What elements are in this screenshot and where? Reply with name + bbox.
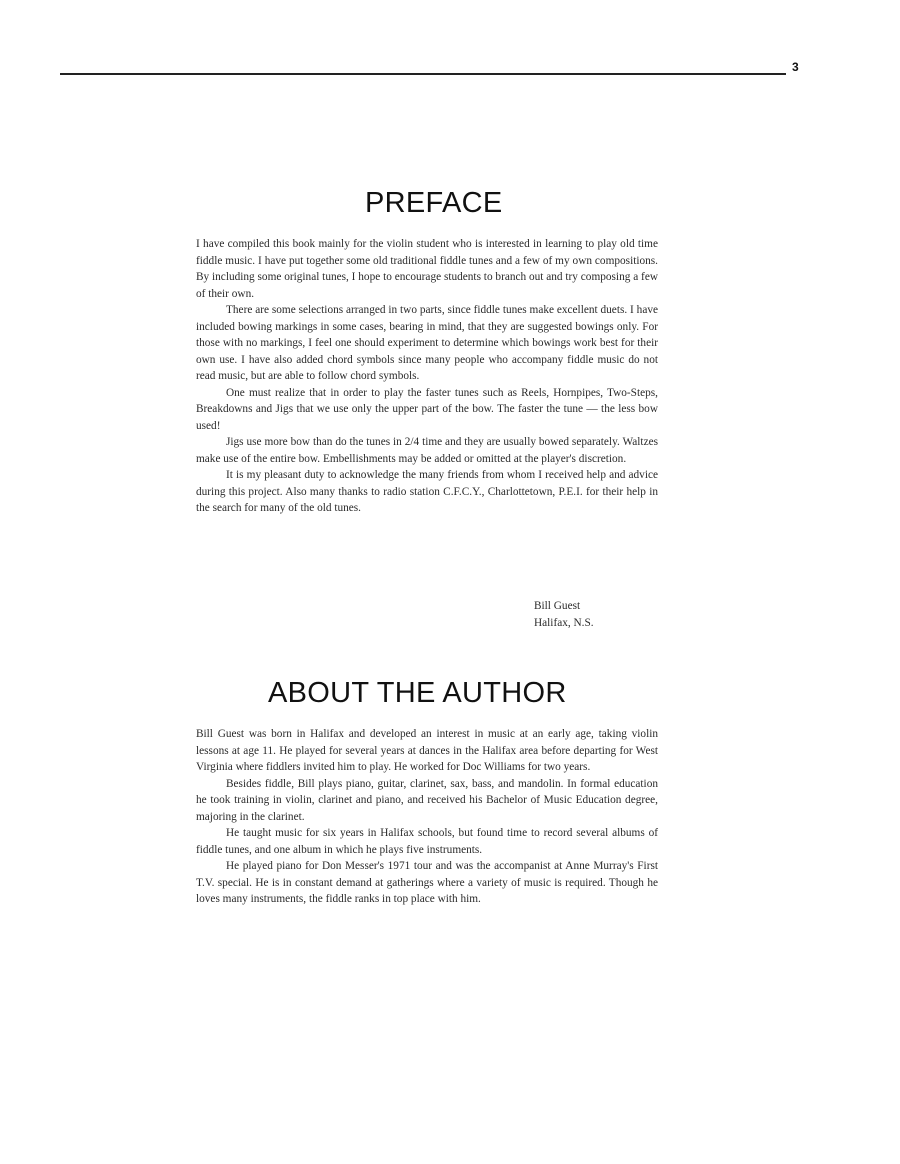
preface-body bbox=[196, 236, 658, 517]
preface-paragraph: I have compiled this book mainly for the violin student who is interested in learning to play old time fiddle music. I have put together some old traditional fiddle tunes and a few of my own compositions. By including some original tunes, I hope to encourage students to branch out and try composing a few of their own. bbox=[196, 238, 658, 300]
preface-title: PREFACE bbox=[365, 187, 503, 219]
about-paragraph: He taught music for six years in Halifax schools, but found time to record several albums of fiddle tunes, and one album in which he plays five instruments. bbox=[196, 827, 658, 856]
about-paragraph: He played piano for Don Messer's 1971 tour and was the accompanist at Anne Murray's First T.V. special. He is in constant demand at gatherings where a variety of music is required. Though he loves many instruments, the fiddle ranks in top place with him. bbox=[196, 860, 658, 905]
about-author-body bbox=[196, 726, 658, 908]
preface-paragraph: There are some selections arranged in two parts, since fiddle tunes make excellent duets. I have included bowing markings in some cases, bearing in mind, that they are suggested bowings only. For those with no markings, I feel one should experiment to determine which bowings work best for their own use. I have also added chord symbols since many people who accompany fiddle music do not read music, but are able to follow chord symbols. bbox=[196, 304, 658, 382]
preface-paragraph: It is my pleasant duty to acknowledge the many friends from whom I received help and advice during this project. Also many thanks to radio station C.F.C.Y., Charlottetown, P.E.I. for their help in the search for many of the old tunes. bbox=[196, 469, 658, 514]
page-number: 3 bbox=[792, 60, 799, 74]
preface-paragraph: Jigs use more bow than do the tunes in 2/4 time and they are usually bowed separately. Waltzes make use of the entire bow. Embellishments may be added or omitted at the player's discretion. bbox=[196, 436, 658, 465]
signature-name: Bill Guest bbox=[534, 600, 581, 612]
signature-location: Halifax, N.S. bbox=[534, 617, 594, 629]
signature-block bbox=[534, 598, 594, 632]
about-paragraph: Besides fiddle, Bill plays piano, guitar, clarinet, sax, bass, and mandolin. In formal education he took training in violin, clarinet and piano, and received his Bachelor of Music Education degree, majoring in the clarinet. bbox=[196, 777, 658, 823]
about-paragraph: Bill Guest was born in Halifax and developed an interest in music at an early age, taking violin lessons at age 11. He played for several years at dances in the Halifax area before departing for West Virginia where fiddlers invited him to play. He worked for Doc Williams for two years. bbox=[196, 728, 658, 773]
preface-paragraph: One must realize that in order to play the faster tunes such as Reels, Hornpipes, Two-Steps, Breakdowns and Jigs that we use only the upper part of the bow. The faster the tune — the less bow used! bbox=[196, 386, 658, 432]
header-rule bbox=[60, 73, 786, 75]
about-author-title: ABOUT THE AUTHOR bbox=[268, 677, 567, 709]
